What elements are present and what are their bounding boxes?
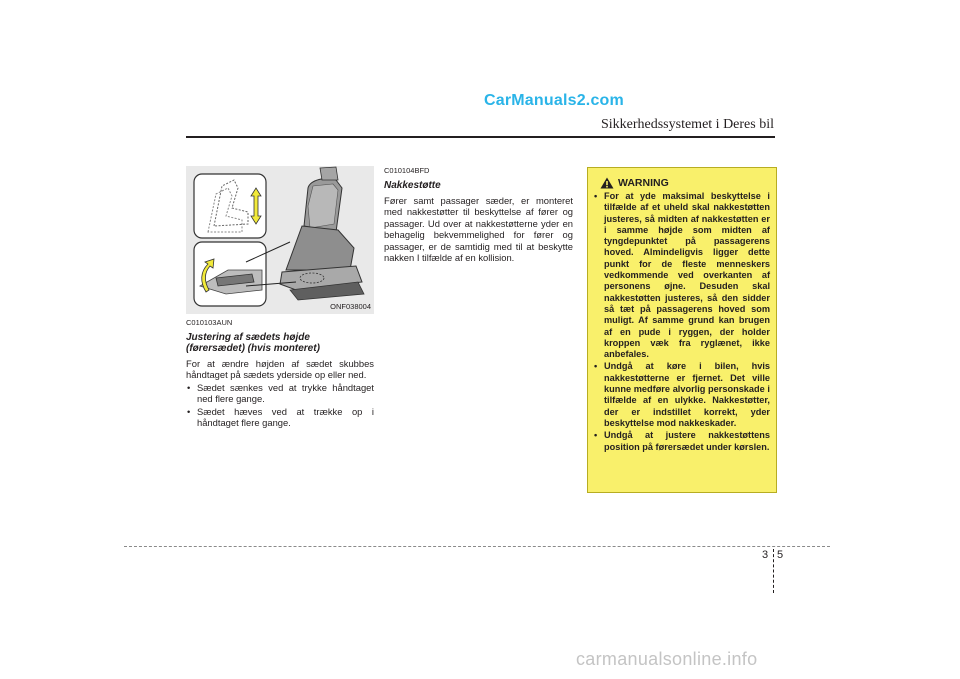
figure-code: ONF038004 <box>330 302 371 311</box>
bullet-icon: • <box>594 191 598 201</box>
list-item-text: Undgå at justere nakkestøttens position på førersædet under kørslen. <box>604 430 770 452</box>
heading-line-2: (førersædet) (hvis monteret) <box>186 343 320 354</box>
page-divider <box>773 549 774 593</box>
warning-header <box>600 177 776 189</box>
warning-list <box>588 191 776 453</box>
section-code: C010103AUN <box>186 318 233 327</box>
list-item <box>593 361 770 429</box>
warning-box <box>587 167 777 493</box>
bullet-icon: • <box>187 381 191 393</box>
list-item <box>593 191 770 360</box>
section-heading <box>186 332 374 354</box>
seat-height-section <box>186 318 374 429</box>
header-rule <box>186 136 775 138</box>
list-item-text: Sædet hæves ved at trække op i håndtaget flere gange. <box>197 405 374 429</box>
watermark-top[interactable]: CarManuals2.com <box>484 92 624 109</box>
bullet-icon: • <box>594 430 598 441</box>
warning-title: WARNING <box>618 177 669 189</box>
bullet-icon: • <box>187 405 191 417</box>
list-item <box>186 406 374 429</box>
heading-line-1: Justering af sædets højde <box>186 332 310 343</box>
warning-icon <box>600 177 614 189</box>
page-number: 5 <box>777 549 784 561</box>
intro-paragraph: For at ændre højden af sædet skubbes håndtaget på sædets yderside op eller ned. <box>186 358 374 381</box>
watermark-bottom[interactable]: carmanualsonline.info <box>576 649 758 669</box>
list-item-text: Undgå at køre i bilen, hvis nakkestøtterne er fjernet. Det ville kunne medføre alvorlig personskade i tilfælde af en ulykke. Nakkestøtter, der er indstillet korrekt, yder beskyttelse mod nakkeskader. <box>604 361 770 428</box>
list-item-text: For at yde maksimal beskyttelse i tilfælde af et uheld skal nakkestøtten justeres, så midten af nakkestøtten er i samme højde som midten af tyngdepunktet på passagerens hoved. Almindeligvis ligger dette punkt for de fleste menneskers vedkommende ved overkanten af personens øjne. Desuden skal nakkestøtten justeres, så den sidder så tæt på passagerens hoved som muligt. Af samme grund kan brugen af en pude i ryggen, der holder kroppen væk fra ryglænet, ikke anbefales. <box>604 191 770 360</box>
section-code: C010104BFD <box>384 166 430 175</box>
seat-illustration <box>186 166 374 314</box>
list-item <box>593 430 770 453</box>
seat-figure <box>186 166 374 314</box>
footer-rule <box>124 546 830 547</box>
body-paragraph: Fører samt passager sæder, er monteret med nakkestøtter til beskyttelse af fører og passager. Ud over at nakkestøtterne yder en behagelig bekvemmelighed for fører og passager, er de samtidig med til at beskytte nakken I tilfælde af en kollision. <box>384 195 573 264</box>
section-heading: Nakkestøtte <box>384 180 441 191</box>
section-title: Sikkerhedssystemet i Deres bil <box>600 117 774 132</box>
bullet-icon: • <box>594 361 598 372</box>
instruction-list <box>186 382 374 429</box>
list-item <box>186 382 374 405</box>
headrest-section <box>384 166 573 263</box>
list-item-text: Sædet sænkes ved at trykke håndtaget ned flere gange. <box>197 381 374 405</box>
chapter-number: 3 <box>762 549 769 561</box>
